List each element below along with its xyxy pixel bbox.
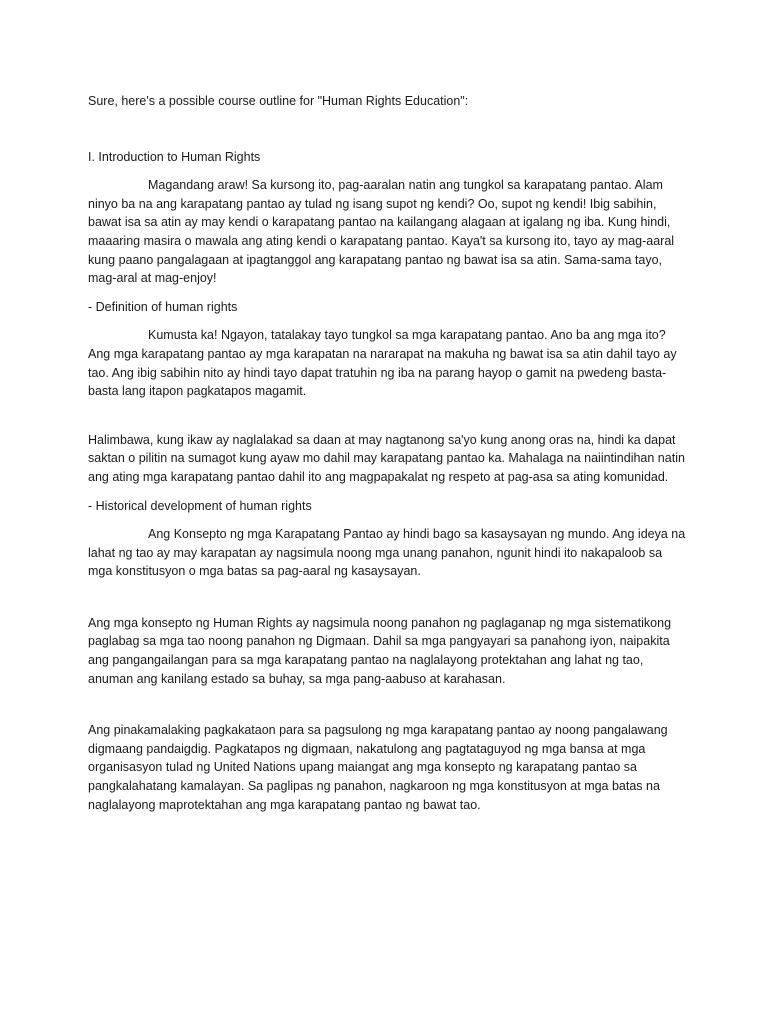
paragraph-concept: Ang Konsepto ng mga Karapatang Pantao ay hindi bago sa kasaysayan ng mundo. Ang ideya na lahat ng tao ay may karapatan ay nagsimula noong mga unang panahon, ngunit hindi ito nakapaloob sa mga konstitusyon o mga batas sa pag-aaral ng kasaysayan. [88, 527, 686, 579]
paragraph-example: Halimbawa, kung ikaw ay naglalakad sa daan at may nagtanong sa'yo kung anong oras na, hindi ka dapat saktan o pilitin na sumagot kung ayaw mo dahil may karapatang pantao ka. Mahalaga na naiintindihan natin ang ating mga karapatang pantao dahil ito ang magpapakalat ng respeto at pag-asa sa ating komunidad. [88, 432, 685, 484]
intro-line: Sure, here's a possible course outline for "Human Rights Education": [88, 94, 469, 108]
section-heading: I. Introduction to Human Rights [88, 149, 261, 164]
paragraph-welcome: Magandang araw! Sa kursong ito, pag-aaralan natin ang tungkol sa karapatang pantao. Alam ninyo ba na ang karapatang pantao ay tulad ng isang supot ng kendi? Oo, supot ng kendi! Ibig sabihin, bawat isa sa atin ay may kendi o karapatang pantao na kailangang alagaan at igalang ng iba. Kung hindi, maaaring masira o mawala ang ating kendi o karapatang pantao. Kaya't sa kursong ito, tayo ay mag-aaral kung paano pangalagaan at ipagtanggol ang karapatang pantao ng bawat isa sa atin. Sama-sama tayo, mag-aral at mag-enjoy! [88, 178, 675, 286]
bullet-historical: - Historical development of human rights [88, 498, 312, 513]
bullet-definition: - Definition of human rights [88, 299, 238, 314]
paragraph-definition: Kumusta ka! Ngayon, tatalakay tayo tungkol sa mga karapatang pantao. Ano ba ang mga ito? Ang mga karapatang pantao ay mga karapatan na nararapat na makuha ng bawat isa sa atin dahil tayo ay tao. Ang ibig sabihin nito ay hindi tayo dapat tratuhin ng iba na parang hayop o gamit na pwedeng basta-basta lang itapon pagkatapos magamit. [88, 328, 677, 399]
paragraph-ww2: Ang pinakamalaking pagkakataon para sa pagsulong ng mga karapatang pantao ay noong pangalawang digmaang pandaigdig. Pagkatapos ng digmaan, nakatulong ang pagtataguyod ng mga bansa at mga organisasyon tulad ng United Nations upang maiangat ang mga konsepto ng karapatang pantao sa pangkalahatang kamalayan. Sa paglipas ng panahon, nagkaroon ng mga konstitusyon at mga batas na naglalayong maprotektahan ang mga karapatang pantao ng bawat tao. [88, 723, 668, 812]
paragraph-origins: Ang mga konsepto ng Human Rights ay nagsimula noong panahon ng paglaganap ng mga sistematikong paglabag sa mga tao noong panahon ng Digmaan. Dahil sa mga pangyayari sa panahong iyon, naipakita ang pangangailangan para sa mga karapatang pantao na naglalayong protektahan ang lahat ng tao, anuman ang kanilang estado sa buhay, sa mga pang-aabuso at karahasan. [88, 615, 672, 686]
document-body [88, 92, 688, 824]
